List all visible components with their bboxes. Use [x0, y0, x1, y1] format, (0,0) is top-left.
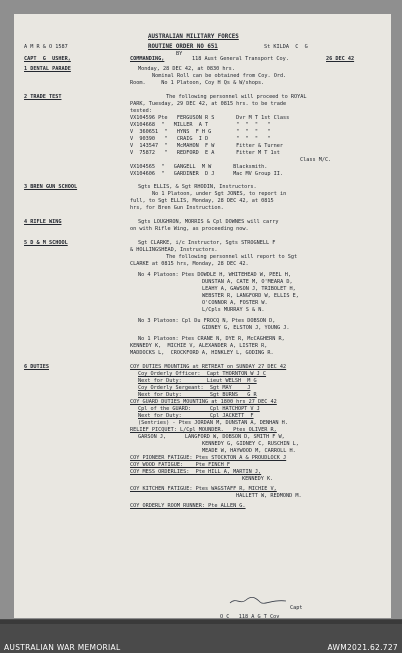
doc-commanding: COMMANDING, [130, 56, 165, 62]
order-line: on with Rifle Wing, as proceeding now. [130, 226, 249, 232]
order-line: L/Cpls MURRAY S & N. [202, 307, 265, 313]
footer-band [0, 620, 402, 624]
order-line: KENNEDY K. [242, 476, 274, 482]
order-line: & HOLLINGSHEAD, Instructors. [130, 247, 218, 253]
order-line: V 143547 " McMAHON F W Fitter & Turner [130, 143, 284, 149]
signature [228, 596, 288, 606]
doc-date: 26 DEC 42 [326, 56, 355, 62]
order-line: (Sentries) - Ptes JORDAN M, DUNSTAN A, DENHAN H. [138, 420, 288, 426]
order-line: V 75872 " REDFORD E A Fitter M T 1st [130, 150, 280, 156]
order-line: WEBSTER R, LANGFORD W, ELLIS E, [202, 293, 299, 299]
doc-ref: A M R & O 1587 [24, 44, 68, 50]
order-line: Next for Duty: Cpl JACKETT F [138, 413, 254, 419]
order-line: 5 D & M SCHOOL [24, 240, 68, 246]
order-line: GARSON J, LANGFORD W, DOBSON D, SMITH F W, [138, 434, 285, 440]
order-line: COY GUARD DUTIES MOUNTING at 1800 hrs 27 DEC 42 [130, 399, 277, 405]
order-line: The following personnel will report to Sgt [166, 254, 298, 260]
order-line: Next for Duty: Lieut WELSH M G [138, 378, 257, 384]
doc-by: BY [176, 51, 183, 57]
order-line: No 1 Platoon, under Sgt JONES, to report in [152, 191, 287, 197]
order-line: PARK, Tuesday, 29 DEC 42, at 0815 hrs. to be trade [130, 101, 287, 107]
order-line: COY KITCHEN FATIGUE: Ptes WAGSTAFF R, MICHIE V, [130, 486, 277, 492]
doc-rank-name: CAPT G USHER, [24, 56, 71, 62]
order-line: Sgt CLARKE, i/c Instructor, Sgts STROGNELL F [138, 240, 276, 246]
order-line: Capt [290, 605, 303, 611]
order-line: COY PIONEER FATIGUE: Ptes STOCKTON A & PROUDLOCK J [130, 455, 287, 461]
order-line: VX104596 Pte FERGUSON R S Dvr M T 1st Class [130, 115, 290, 121]
document-page [14, 14, 391, 618]
order-line: LEAHY A, GAWSON J, TRIBOLET H, [202, 286, 296, 292]
order-line: Sgts ELLIS, & Sgt RHODIN, Instructors. [138, 184, 257, 190]
order-line: KENNEDY G, GIDNEY C, RUSCHIN L, [202, 441, 299, 447]
order-line: V 90390 " CRAIG I D " " " " [130, 136, 271, 142]
footer-accession: AWM2021.62.727 [327, 643, 398, 652]
order-line: 3 BREN GUN SCHOOL [24, 184, 78, 190]
order-line: Class M/C. [300, 157, 332, 163]
order-line: MADDOCKS L, CROCKFORD A, HINKLEY L, GODING R. [130, 350, 274, 356]
order-line: Monday, 28 DEC 42, at 0830 hrs. [138, 66, 235, 72]
order-line: 1 DENTAL PARADE [24, 66, 71, 72]
order-line: Nominal Roll can be obtained from Coy. Ord. [152, 73, 287, 79]
order-line: O'CONNOR A, FOSTER W. [202, 300, 268, 306]
order-line: RELIEF PICQUET: L/Cpl MOUNDER. Ptes OLIVER R, [130, 427, 277, 433]
order-line: The following personnel will proceed to ROYAL [166, 94, 307, 100]
order-line: HALLETT W, REDMOND M. [236, 493, 302, 499]
doc-order-title: ROUTINE ORDER NO 651 [148, 44, 218, 50]
order-line: VX104668 " MILLER A T " " " " [130, 122, 271, 128]
order-line: 2 TRADE TEST [24, 94, 62, 100]
order-line: DUNSTAN A, CATE M, O'MEARA D, [202, 279, 293, 285]
order-line: V 360651 " HYNS F H G " " " " [130, 129, 271, 135]
order-line: Sgts LOUGHRON, MORRIS & Cpl DOWNES will carry [138, 219, 279, 225]
order-line: Next for Duty: Sgt BURNS G R [138, 392, 257, 398]
order-line: full, to Sgt ELLIS, Monday, 28 DEC 42, at 0815 [130, 198, 274, 204]
order-line: No 1 Platoon: Ptes CRANE N, DYE R, McCAGHERN R, [138, 336, 285, 342]
order-line: 4 RIFLE WING [24, 219, 62, 225]
doc-unit: 118 Aust General Transport Coy. [192, 56, 289, 62]
order-line: Coy Orderly Officer: Capt THORNTON W J C [138, 371, 267, 377]
order-line: Room. No 1 Platoon, Coy H Qs & W/shops. [130, 80, 265, 86]
order-line: 6 DUTIES [24, 364, 49, 370]
order-line: COY MESS ORDERLIES: Pte HILL A, MARTIN J, [130, 469, 262, 475]
order-line: COY DUTIES MOUNTING at RETREAT on SUNDAY 27 DEC 42 [130, 364, 287, 370]
order-line: O C 118 A G T Coy [220, 614, 280, 618]
order-line: CLARKE at 0815 hrs, Monday, 28 DEC 42. [130, 261, 249, 267]
order-line: Coy Orderly Sergeant: Sgt MAY J [138, 385, 251, 391]
order-line: No 4 Platoon: Ptes DOWDLE H, WHITEHEAD W, PEEL H, [138, 272, 292, 278]
doc-org: AUSTRALIAN MILITARY FORCES [148, 34, 239, 40]
order-line: Cpl of the GUARD: Cpl HATCHOPT V J [138, 406, 260, 412]
order-line: MEADE W, HAYWOOD M, CARROLL H. [202, 448, 296, 454]
order-line: KENNEDY K, MICHIE V, ALEXANDER A, LISTER R, [130, 343, 268, 349]
order-line: hrs, for Bren Gun Instruction. [130, 205, 224, 211]
order-line: GIDNEY G, ELSTON J, YOUNG J. [202, 325, 290, 331]
order-line: VX104565 " GANGELL M W Blacksmith. [130, 164, 268, 170]
doc-place: St KILDA C G [264, 44, 308, 50]
order-line: tested: [130, 108, 152, 114]
order-line: COY WOOD FATIGUE: Pte FINCH F [130, 462, 230, 468]
order-line: COY ORDERLY ROOM RUNNER: Pte ALLEN G. [130, 503, 246, 509]
order-line: No 3 Platoon: Cpl Du FROCQ N, Ptes DOBSON D, [138, 318, 276, 324]
footer-institution: AUSTRALIAN WAR MEMORIAL [4, 643, 121, 652]
order-line: VX104606 " GARDINER D J Mac MV Group II. [130, 171, 284, 177]
